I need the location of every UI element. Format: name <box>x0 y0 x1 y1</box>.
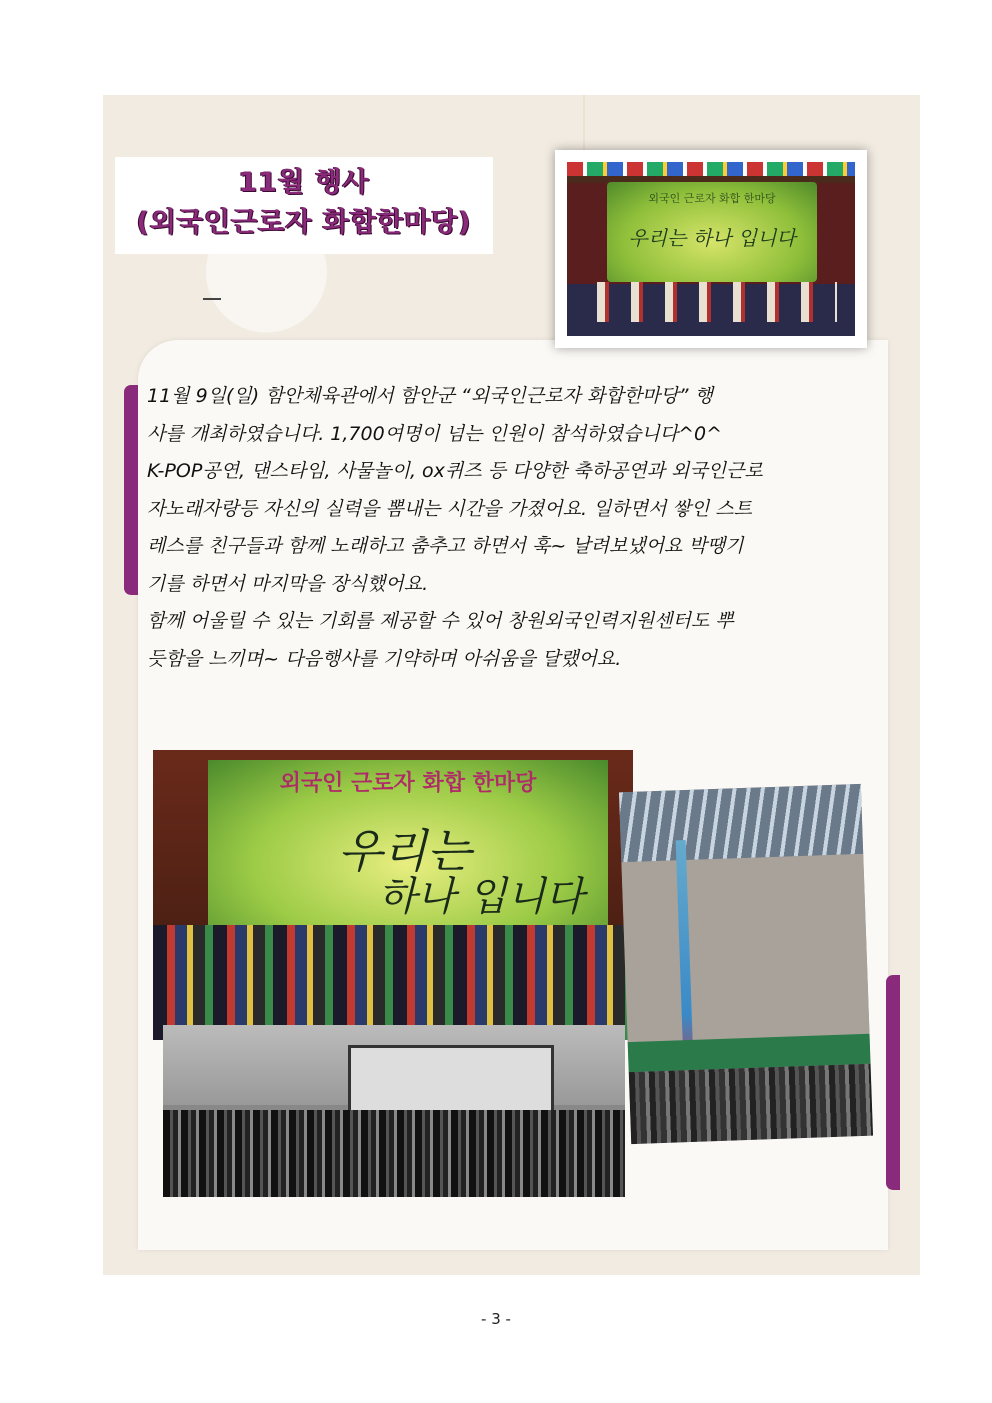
body-line: 함께 어울릴 수 있는 기회를 제공할 수 있어 창원외국인력지원센터도 뿌 <box>147 610 734 632</box>
main-banner-title: 외국인 근로자 화합 한마당 <box>279 771 537 796</box>
performers <box>587 282 837 322</box>
body-line: 듯함을 느끼며~ 다음행사를 기약하며 아쉬움을 달랬어요. <box>147 647 622 670</box>
body-line: K-POP공연, 댄스타임, 사물놀이, ox퀴즈 등 다양한 축하공연과 외국인근로 <box>147 460 763 482</box>
crowd-with-flags <box>153 925 633 1040</box>
body-line: 기를 하면서 마지막을 장식했어요. <box>147 572 429 595</box>
audience <box>163 1110 625 1197</box>
body-line: 자노래자랑등 자신의 실력을 뽐내는 시간을 가졌어요. 일하면서 쌓인 스트 <box>147 497 752 520</box>
title-line-1: 11월 행사 <box>238 167 370 198</box>
page-number: - 3 - <box>481 1310 511 1328</box>
left-accent-bar <box>124 385 138 595</box>
stage-banner <box>607 182 817 282</box>
gym-roof <box>619 784 863 862</box>
main-banner-line2: 하나 입니다 <box>378 874 584 920</box>
event-photo-audience <box>163 1025 625 1197</box>
body-line: 레스를 친구들과 함께 노래하고 춤추고 하면서 훅~ 날려보냈어요 박땡기 <box>147 535 744 557</box>
event-photo-gym <box>619 784 873 1144</box>
title-line-2: (외국인근로자 화합한마당) <box>136 207 472 238</box>
gym-wall <box>621 854 870 1062</box>
title-box <box>115 157 493 254</box>
event-photo-stage <box>555 150 867 348</box>
title-dash <box>203 298 221 300</box>
main-banner <box>208 760 608 950</box>
flags-row <box>567 162 855 176</box>
body-line: 사를 개최하였습니다. 1,700여명이 넘는 인원이 참석하였습니다^0^ <box>147 422 723 445</box>
right-accent-bar <box>886 975 900 1190</box>
main-banner-line1: 우리는 <box>338 824 472 878</box>
photo-stage-inner <box>567 162 855 336</box>
stage-banner-slogan: 우리는 하나 입니다 <box>628 226 796 250</box>
stage-banner-title: 외국인 근로자 화합 한마당 <box>648 192 776 205</box>
event-photo-flags <box>153 750 633 1040</box>
body-text <box>147 378 877 678</box>
body-line: 11월 9일(일) 함안체육관에서 함안군 “외국인근로자 화합한마당” 행 <box>147 385 713 407</box>
gym-crowd <box>629 1064 873 1144</box>
